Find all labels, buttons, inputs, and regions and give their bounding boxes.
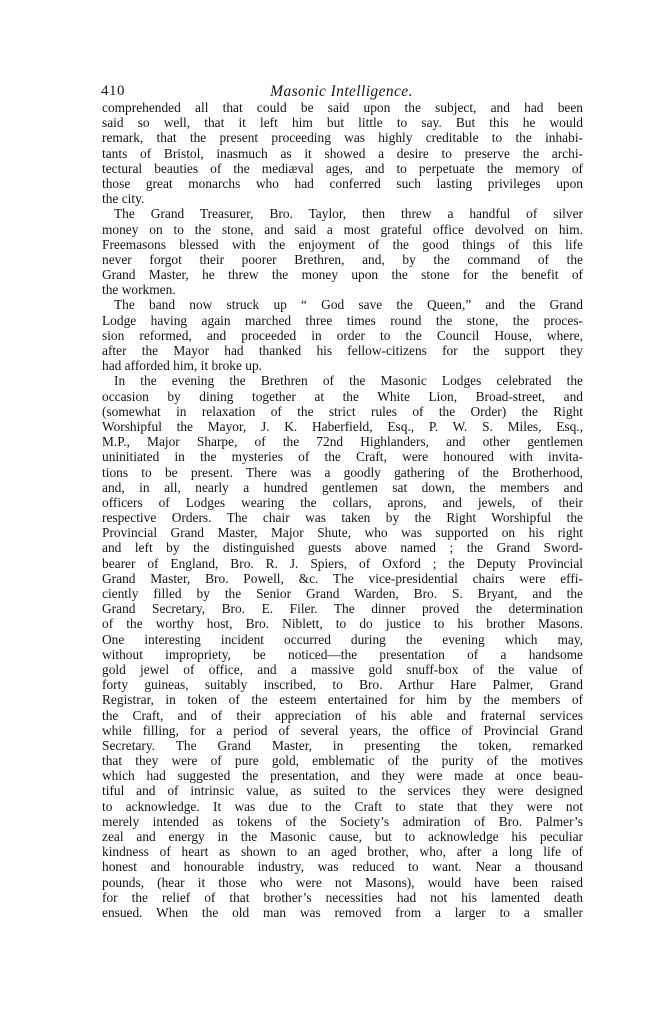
text-line: tectural beauties of the mediæval ages, and to perpetuate the memory of <box>102 160 583 176</box>
text-line: of the worthy host, Bro. Niblett, to do justice to his brother Masons. <box>102 616 583 632</box>
text-line: money on to the stone, and said a most grateful office devolved on him. <box>102 221 583 237</box>
text-line: after the Mayor had thanked his fellow-citizens for the support they <box>102 343 583 358</box>
text-line: those great monarchs who had conferred such lasting privileges upon <box>102 175 583 191</box>
text-line: to acknowledge. It was due to the Craft to state that they were not <box>102 798 583 814</box>
text-line: One interesting incident occurred during the evening which may, <box>102 631 583 647</box>
text-line: uninitiated in the mysteries of the Craft, were honoured with invita- <box>102 449 583 465</box>
text-line: merely intended as tokens of the Society’s admiration of Bro. Palmer’s <box>102 813 583 829</box>
text-line: honest and honourable industry, was reduced to want. Near a thousand <box>102 859 583 875</box>
text-line: In the evening the Brethren of the Masonic Lodges celebrated the <box>114 373 583 389</box>
text-line: zeal and energy in the Masonic cause, but to acknowledge his peculiar <box>102 829 583 844</box>
text-line: Secretary. The Grand Master, in presenting the token, remarked <box>102 737 583 753</box>
text-line: that they were of pure gold, emblematic of the purity of the motives <box>102 753 583 769</box>
text-line: and, in all, nearly a hundred gentlemen sat down, the members and <box>102 479 583 495</box>
text-line: sion reformed, and proceeded in order to the Council House, where, <box>102 327 583 343</box>
text-line: tions to be present. There was a goodly gathering of the Brotherhood, <box>102 464 583 480</box>
text-line: for the relief of that brother’s necessities had not his lamented death <box>102 889 583 905</box>
text-line: (somewhat in relaxation of the strict rules of the Order) the Right <box>102 403 583 419</box>
text-line: without impropriety, be noticed—the presentation of a handsome <box>102 646 583 662</box>
text-line: said so well, that it left him but little to say. But this he would <box>102 115 583 131</box>
page-number: 410 <box>101 83 125 99</box>
text-line: kindness of heart as shown to an aged brother, who, after a long life of <box>102 844 583 860</box>
text-line: comprehended all that could be said upon the subject, and had been <box>102 100 583 115</box>
text-line: the workmen. <box>102 282 176 298</box>
text-line: Grand Secretary, Bro. E. Filer. The dinner proved the determination <box>102 601 583 617</box>
text-line: the city. <box>102 191 145 207</box>
text-line: never forgot their poorer Brethren, and, by the command of the <box>102 251 583 267</box>
text-line: Freemasons blessed with the enjoyment of the good things of this life <box>102 236 583 252</box>
text-line: tiful and of intrinsic value, as suited to the services they were designed <box>102 783 583 799</box>
text-line: had afforded him, it broke up. <box>102 358 263 374</box>
text-line: Grand Master, he threw the money upon the stone for the benefit of <box>102 267 583 283</box>
text-line: Lodge having again marched three times round the stone, the proces- <box>102 312 583 328</box>
text-line: forty guineas, suitably inscribed, to Bro. Arthur Hare Palmer, Grand <box>102 677 583 693</box>
text-line: ciently filled by the Senior Grand Warden, Bro. S. Bryant, and the <box>102 586 583 601</box>
text-line: The band now struck up “ God save the Queen,” and the Grand <box>114 297 583 313</box>
running-title: Masonic Intelligence. <box>270 83 413 100</box>
body-text <box>102 100 583 920</box>
text-line: bearer of England, Bro. R. J. Spiers, of Oxford ; the Deputy Provincial <box>102 555 583 571</box>
text-line: The Grand Treasurer, Bro. Taylor, then threw a handful of silver <box>114 206 583 222</box>
text-line: Provincial Grand Master, Major Shute, who was supported on his right <box>102 525 583 541</box>
text-line: Worshipful the Mayor, J. K. Haberfield, Esq., P. W. S. Miles, Esq., <box>102 418 583 434</box>
text-line: officers of Lodges wearing the collars, aprons, and jewels, of their <box>102 494 583 510</box>
text-line: Grand Master, Bro. Powell, &c. The vice-presidential chairs were effi- <box>102 570 583 586</box>
text-line: ensued. When the old man was removed from a larger to a smaller <box>102 904 583 920</box>
text-line: Registrar, in token of the esteem entertained for him by the members of <box>102 692 583 708</box>
text-line: respective Orders. The chair was taken by the Right Worshipful the <box>102 510 583 526</box>
text-line: and left by the distinguished guests above named ; the Grand Sword- <box>102 540 583 556</box>
text-line: which had suggested the presentation, and they were made at once beau- <box>102 768 583 784</box>
text-line: tants of Bristol, inasmuch as it showed a desire to preserve the archi- <box>102 145 583 161</box>
text-line: occasion by dining together at the White Lion, Broad-street, and <box>102 388 583 404</box>
text-line: the Craft, and of their appreciation of his able and fraternal services <box>102 707 583 723</box>
text-line: while filling, for a period of several years, the office of Provincial Grand <box>102 722 583 738</box>
text-line: M.P., Major Sharpe, of the 72nd Highlanders, and other gentlemen <box>102 434 583 450</box>
text-line: remark, that the present proceeding was highly creditable to the inhabi- <box>102 130 583 146</box>
text-line: gold jewel of office, and a massive gold snuff-box of the value of <box>102 661 583 677</box>
text-line: pounds, (hear it those who were not Masons), would have been raised <box>102 874 583 890</box>
